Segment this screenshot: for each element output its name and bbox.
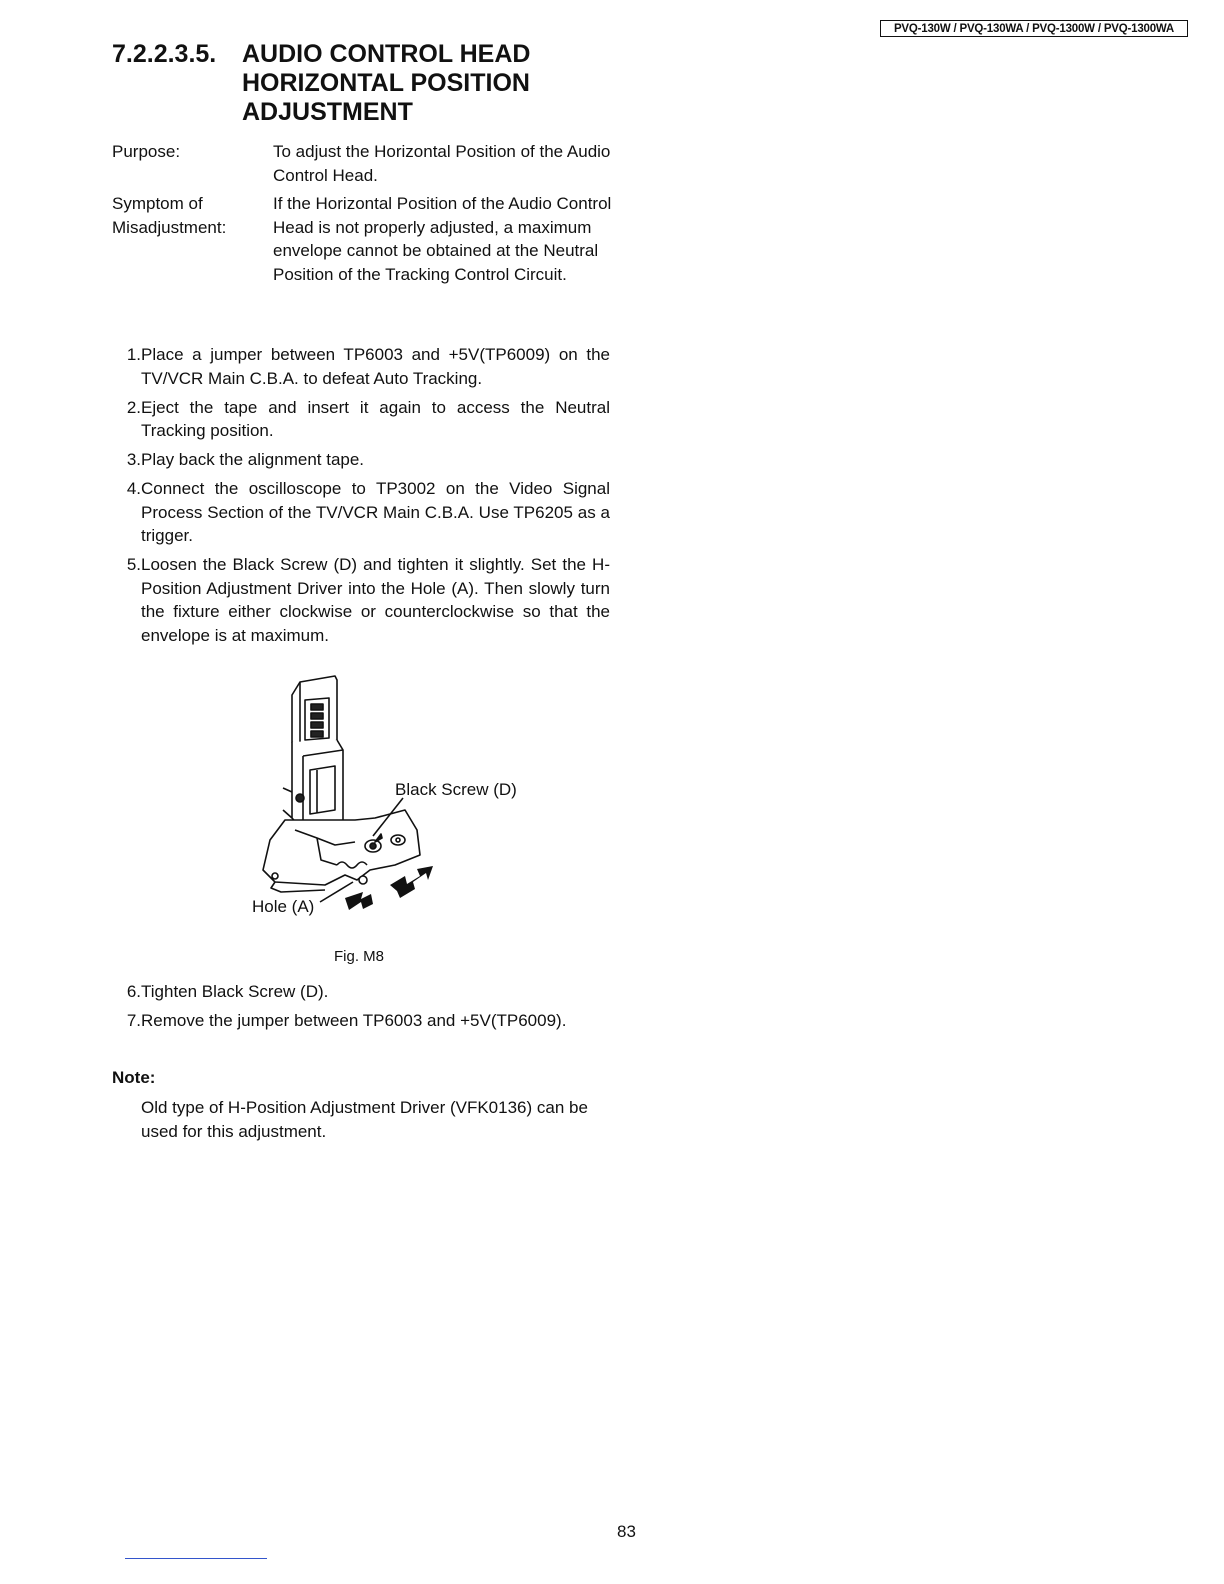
step-number: 4.	[126, 479, 141, 498]
step-number: 2.	[126, 397, 141, 417]
audio-control-head-illustration	[245, 670, 545, 930]
step-number: 7.	[126, 1011, 141, 1030]
figure-caption: Fig. M8	[334, 948, 385, 965]
step-text: Tighten Black Screw (D).	[141, 982, 329, 1001]
step-3	[112, 448, 610, 472]
step-5	[112, 553, 610, 647]
step-number: 5.	[126, 555, 141, 574]
step-number: 6.	[126, 982, 141, 1001]
step-7	[112, 1009, 610, 1033]
section-number: 7.2.2.3.5.	[112, 40, 217, 68]
symptom-text: If the Horizontal Position of the Audio Control Head is not properly adjusted, a maximum envelope cannot be obtained at the Neutral Position of the Tracking Control Circuit.	[273, 194, 612, 284]
procedure-steps	[112, 343, 610, 653]
step-text: Loosen the Black Screw (D) and tighten it slightly. Set the H-Position Adjustment Driver into the Hole (A). Then slowly turn the fixture either clockwise or counterclockwise so that the envelope is at maximum.	[141, 555, 610, 645]
step-text: Remove the jumper between TP6003 and +5V(TP6009).	[141, 1011, 567, 1030]
black-screw-label: Black Screw (D)	[395, 780, 517, 799]
hole-label: Hole (A)	[252, 897, 315, 916]
symptom-label-line1: Symptom of	[112, 194, 203, 213]
step-text: Eject the tape and insert it again to access the Neutral Tracking position.	[141, 397, 610, 440]
step-1	[112, 343, 610, 390]
step-4	[112, 477, 610, 548]
step-2	[112, 396, 610, 443]
symptom-label-line2: Misadjustment:	[112, 217, 227, 237]
footer-rule	[125, 1558, 267, 1559]
step-text: Place a jumper between TP6003 and +5V(TP6009) on the TV/VCR Main C.B.A. to defeat Auto Tracking.	[141, 345, 610, 388]
step-6	[112, 980, 610, 1004]
step-text: Play back the alignment tape.	[141, 450, 365, 469]
section-title: AUDIO CONTROL HEAD HORIZONTAL POSITION ADJUSTMENT	[242, 40, 531, 126]
step-text: Connect the oscilloscope to TP3002 on the Video Signal Process Section of the TV/VCR Main C.B.A. Use TP6205 as a trigger.	[141, 479, 610, 545]
purpose-label: Purpose:	[112, 142, 181, 161]
note-heading: Note:	[112, 1068, 156, 1087]
step-number: 1.	[126, 345, 141, 364]
page-number: 83	[617, 1522, 636, 1541]
procedure-steps-continued	[112, 980, 610, 1038]
symptom-label	[112, 192, 226, 239]
model-numbers-header: PVQ-130W / PVQ-130WA / PVQ-1300W / PVQ-1300WA	[880, 20, 1188, 37]
purpose-text: To adjust the Horizontal Position of the Audio Control Head.	[273, 142, 611, 185]
note-text: Old type of H-Position Adjustment Driver (VFK0136) can be used for this adjustment.	[141, 1098, 588, 1141]
step-number: 3.	[126, 450, 141, 469]
